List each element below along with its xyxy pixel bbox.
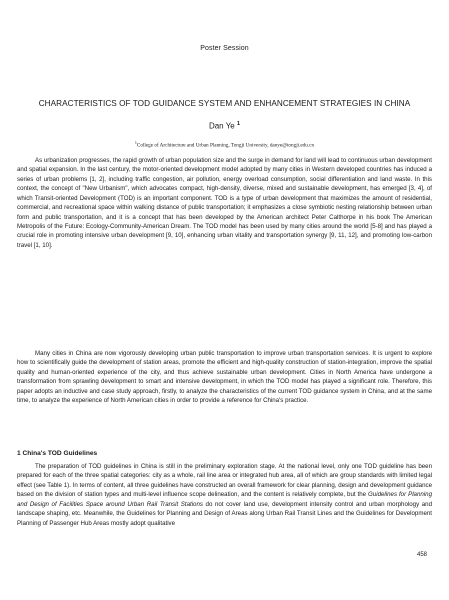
affiliation-line (0, 140, 449, 149)
section-heading-1: 1 China's TOD Guidelines (17, 450, 98, 457)
guideline-title-italic: Guidelines for Planning and Design of Facilities Space around Urban Rail Transit Stations (17, 491, 432, 508)
session-header: Poster Session (200, 45, 249, 52)
affiliation-text: College of Architecture and Urban Planning, Tongji University, danye@tongji.edu.cn (136, 142, 315, 149)
body-paragraph-3 (17, 462, 432, 528)
body-paragraph-1: As urbanization progresses, the rapid growth of urban population size and the surge in demand for land will lead to continuous urban development and spatial expansion. In the last century, the motor-oriented development model adopted by many cities in Western developed countries has induced a series of urban problems [1, 2], including traffic congestion, air pollution, energy overload consumption, social differentiation and land waste. In this context, the concept of "New Urbanism", which advocates compact, high-density, diverse, mixed and sustainable development, has emerged [3, 4], of which Transit-oriented Development (TOD) is an important component. TOD is a type of urban development that maximizes the amount of residential, commercial, and recreational space within walking distance of public transportation; it emphasizes a close symbiotic nesting relationship between urban form and public transportation, and it is a concept that has been developed by the American architect Peter Calthorpe in his book The American Metropolis of the Future: Ecology-Community-American Dream. The TOD model has been used by many cities around the world [5-8] and has played a crucial role in promoting intensive urban development [9, 10], enhancing urban vitality and transportation synergy [9, 11, 12], and promoting low-carbon travel [1, 10]. (17, 157, 432, 249)
paragraph-3-text-b: do not cover land use, development intensity control and urban morphology and landscape shaping, etc. Meanwhile, the Guidelines for Planning and Design of Areas along Urban Rail Transit Lines and the Guidelines for Development Planning of Passenger Hub Areas mostly adopt qualitative (17, 500, 432, 527)
author-affiliation-mark: 1 (236, 121, 241, 127)
author-name: Dan Ye (208, 121, 235, 131)
page-number: 458 (416, 552, 427, 558)
body-paragraph-2: Many cities in China are now vigorously developing urban public transportation to improve urban transportation services. It is urgent to explore how to scientifically guide the development of station areas, promote the efficient and high-quality construction of station-integration, improve the spatial quality and human-oriented experience of the city, and thus achieve sustainable urban development. Cities in North America have undergone a transformation from sprawling development to smart and intensive development, in which the TOD model has played a significant role. Therefore, this paper adopts an inductive and case study approach, firstly, to analyze the characteristics of the current TOD guidance system in China, and at the same time, to analyze the experience of North American cities in order to provide a reference for China's practice. (17, 350, 432, 405)
paragraph-3-text-a: The preparation of TOD guidelines in China is still in the preliminary exploration stage. At the national level, only one TOD guideline has been prepared for each of the three spatial categories: city as a whole, rail line area or integrated hub area, all of which are group standards with limited legal effect (see Table 1). In terms of content, all three guidelines have constructed an overall framework for clear planning, design and development guidance based on the division of station types and multi-level influence scope delineation, and the content is relatively complete, but the (17, 463, 432, 499)
author-line (0, 121, 449, 131)
affiliation-mark: 1 (134, 140, 137, 145)
paper-title: CHARACTERISTICS OF TOD GUIDANCE SYSTEM AND ENHANCEMENT STRATEGIES IN CHINA (38, 99, 411, 108)
